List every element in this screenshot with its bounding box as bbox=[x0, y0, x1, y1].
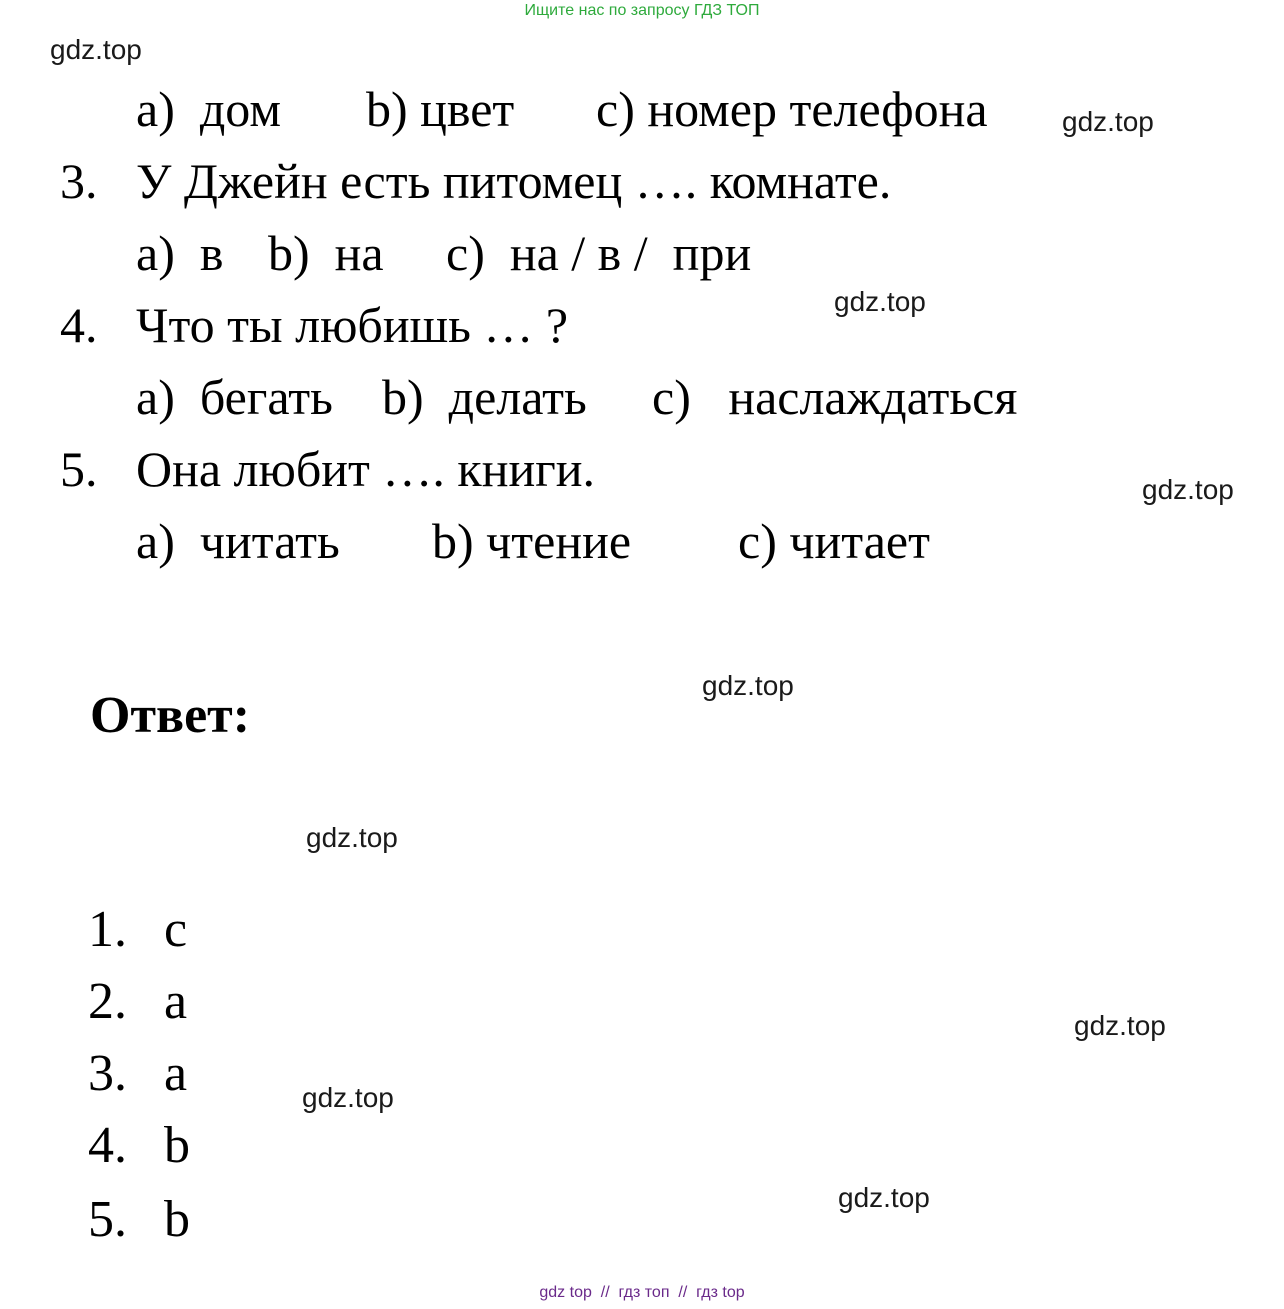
answer-value: a bbox=[164, 973, 188, 1030]
watermark: gdz.top bbox=[702, 670, 794, 701]
answer-number: 4. bbox=[88, 1117, 127, 1174]
q2-option-b: b) цвет bbox=[366, 81, 515, 137]
q5-option-a: a) читать bbox=[136, 513, 340, 569]
watermark: gdz.top bbox=[306, 822, 398, 853]
q5-option-b: b) чтение bbox=[432, 513, 632, 569]
footer-links: gdz top // гдз топ // гдз top bbox=[539, 1284, 745, 1301]
answer-number: 3. bbox=[88, 1045, 127, 1102]
q3-option-c: c) на / в / при bbox=[446, 225, 752, 281]
answer-value: b bbox=[164, 1117, 190, 1174]
q5-option-c: c) читает bbox=[738, 513, 930, 569]
q2-option-c: c) номер телефона bbox=[596, 81, 988, 137]
q4-text: Что ты любишь … ? bbox=[136, 297, 569, 353]
q4-option-b: b) делать bbox=[382, 369, 587, 425]
answer-value: a bbox=[164, 1045, 188, 1102]
answer-number: 2. bbox=[88, 973, 127, 1030]
watermark: gdz.top bbox=[1074, 1010, 1166, 1041]
q2-option-a: a) дом bbox=[136, 81, 281, 137]
watermark: gdz.top bbox=[834, 286, 926, 317]
q3-number: 3. bbox=[60, 153, 98, 209]
answer-number: 5. bbox=[88, 1191, 127, 1248]
q4-number: 4. bbox=[60, 297, 98, 353]
watermark: gdz.top bbox=[1062, 106, 1154, 137]
q4-option-a: a) бегать bbox=[136, 369, 333, 425]
q3-option-a: a) в bbox=[136, 225, 224, 281]
answer-value: c bbox=[164, 901, 188, 958]
answer-title: Ответ: bbox=[90, 687, 251, 744]
q3-option-b: b) на bbox=[268, 225, 384, 281]
watermark: gdz.top bbox=[302, 1082, 394, 1113]
watermark: gdz.top bbox=[838, 1182, 930, 1213]
search-banner: Ищите нас по запросу ГДЗ ТОП bbox=[524, 2, 760, 19]
watermark: gdz.top bbox=[50, 34, 142, 65]
q5-number: 5. bbox=[60, 441, 98, 497]
watermark: gdz.top bbox=[1142, 474, 1234, 505]
answer-value: b bbox=[164, 1191, 190, 1248]
q4-option-c: c) наслаждаться bbox=[652, 369, 1018, 425]
q3-text: У Джейн есть питомец …. комнате. bbox=[136, 153, 892, 209]
answer-number: 1. bbox=[88, 901, 127, 958]
q5-text: Она любит …. книги. bbox=[136, 441, 595, 497]
